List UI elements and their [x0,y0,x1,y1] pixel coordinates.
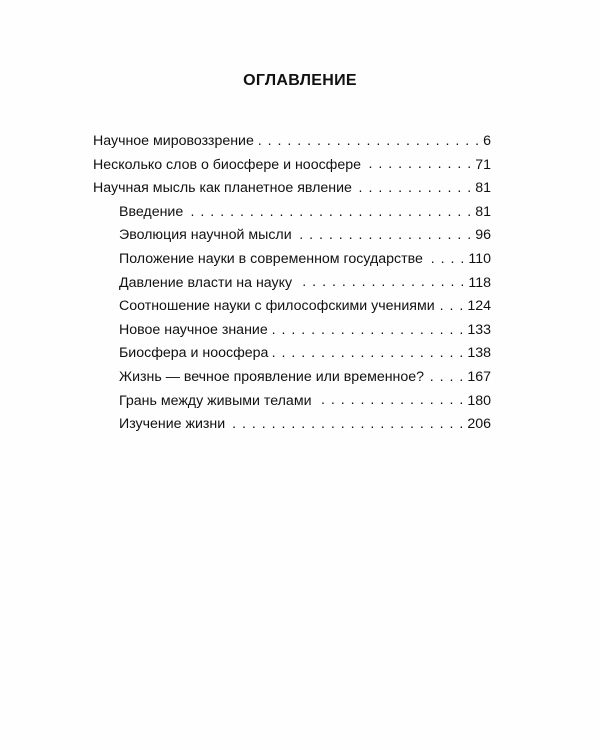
dot-leader [355,182,472,196]
toc-entry [93,177,491,201]
toc-entry-page: 71 [475,156,491,173]
toc-entry-title: Изучение жизни [119,416,226,433]
toc-entry-title: Положение науки в современном государстве [119,250,423,267]
toc-subentry [93,201,491,225]
toc-entry-title: Давление власти на науку [119,274,293,291]
dot-leader [271,324,465,338]
toc-entry-page: 206 [467,416,491,433]
toc-subentry [93,224,491,248]
toc-entry-title: Введение [119,203,184,220]
toc-subentry [93,342,491,366]
toc-entry-page: 167 [467,368,491,385]
page-title: ОГЛАВЛЕНИЕ [243,72,357,89]
toc-entry-title: Соотношение науки с философскими учениями [119,298,435,315]
dot-leader [426,253,465,267]
dot-leader [228,418,464,432]
dot-leader [257,135,480,149]
toc-subentry [93,248,491,272]
dot-leader [315,394,465,408]
toc-subentry [93,272,491,296]
dot-leader [295,276,465,290]
table-of-contents [93,130,491,437]
toc-entry [93,154,491,178]
toc-entry-title: Научная мысль как планетное явление [93,180,352,197]
toc-entry-page: 118 [468,274,491,291]
dot-leader [427,371,464,385]
toc-entry-page: 180 [467,392,491,409]
dot-leader [186,206,472,220]
toc-entry-title: Биосфера и ноосфера [119,345,269,362]
toc-entry-title: Грань между живыми телами [119,392,312,409]
toc-entry-page: 138 [467,345,491,362]
toc-subentry [93,413,491,437]
toc-entry-page: 6 [483,133,491,149]
toc-entry [93,130,491,154]
toc-entry-title: Научное мировоззрение [93,133,254,149]
dot-leader [438,300,465,314]
dot-leader [364,158,472,172]
dot-leader [271,347,464,361]
toc-entry-page: 110 [468,250,491,267]
toc-subentry [93,295,491,319]
toc-subentry [93,319,491,343]
toc-entry-page: 96 [475,227,491,244]
toc-entry-page: 124 [467,298,491,315]
toc-entry-title: Эволюция научной мысли [119,227,292,244]
toc-subentry [93,390,491,414]
toc-entry-title: Несколько слов о биосфере и ноосфере [93,156,362,173]
toc-entry-page: 81 [475,203,491,220]
dot-leader [295,229,473,243]
toc-entry-title: Жизнь — вечное проявление или временное? [119,368,425,385]
toc-entry-page: 133 [467,321,491,338]
toc-entry-title: Новое научное знание [119,321,268,338]
toc-entry-page: 81 [475,180,491,197]
toc-subentry [93,366,491,390]
